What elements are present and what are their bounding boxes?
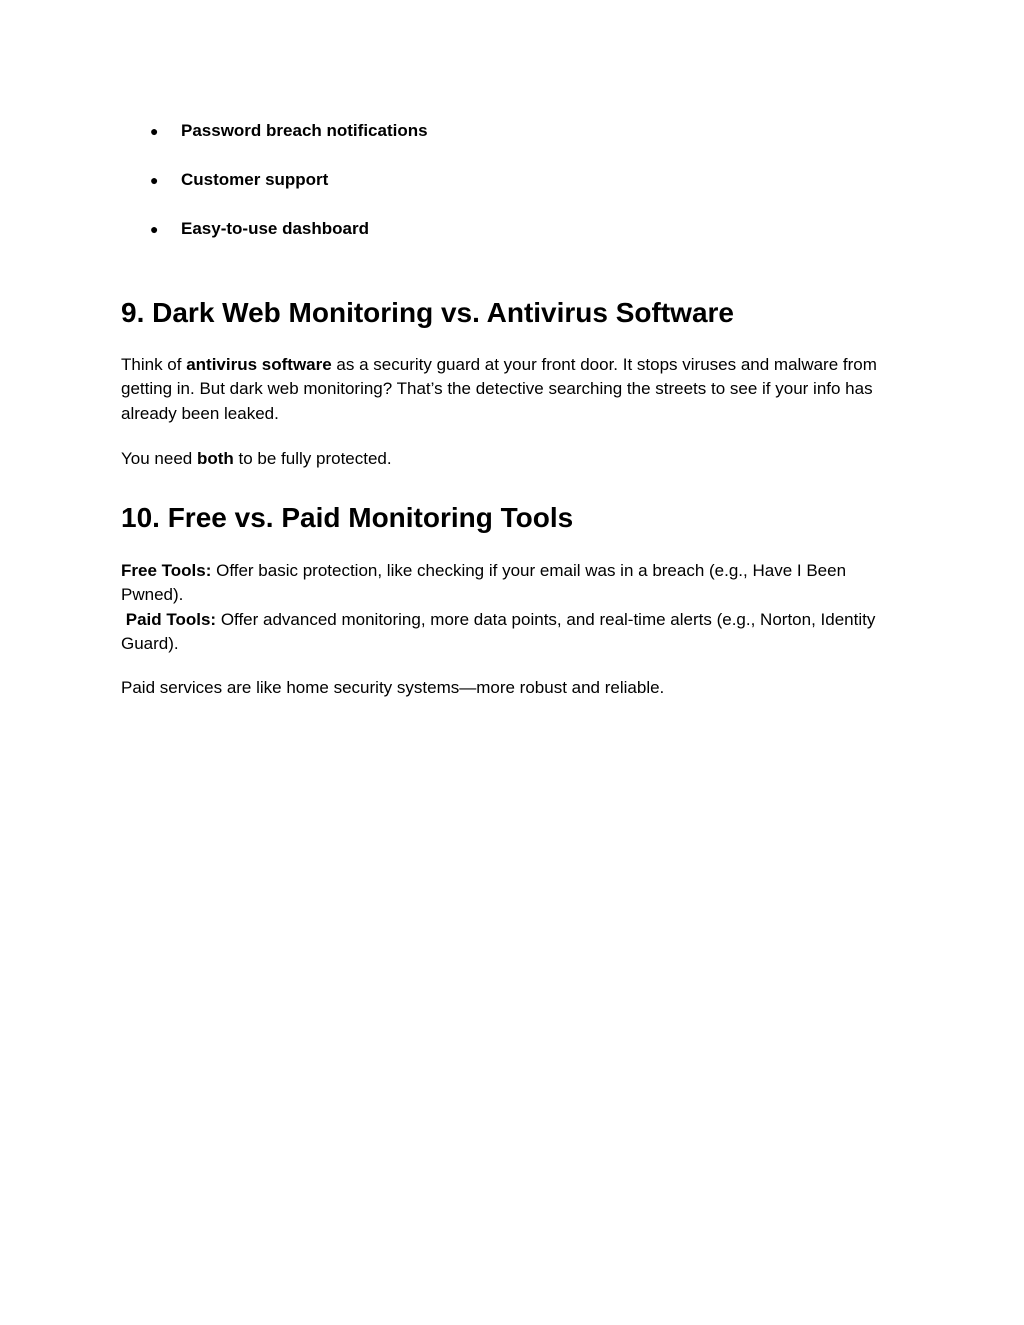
section-9-paragraph-1 (121, 353, 911, 426)
paid-tools-text: Offer advanced monitoring, more data points, and real-time alerts (e.g., Norton, Identity Guard). (121, 610, 876, 654)
list-item-text: Customer support (181, 170, 329, 189)
bullet-icon: ● (150, 172, 159, 188)
text-run: Think of (121, 355, 187, 374)
bold-text: both (196, 449, 234, 468)
text-run: You need (121, 449, 197, 468)
section-9-heading: 9. Dark Web Monitoring vs. Antivirus Software (121, 297, 734, 328)
paid-tools-paragraph (121, 608, 911, 657)
closing-paragraph: Paid services are like home security systems—more robust and reliable. (121, 678, 665, 697)
bold-text: antivirus software (186, 355, 332, 374)
bullet-icon: ● (150, 123, 159, 139)
text-run: as a security guard at your front door. It stops viruses and malware from getting in. But dark web monitoring? That’s the detective searching the streets to see if your info has already been leaked. (121, 355, 877, 423)
free-tools-paragraph (121, 559, 911, 608)
list-item-text: Easy-to-use dashboard (181, 219, 369, 238)
section-9-paragraph-2 (121, 447, 911, 471)
paid-tools-label: Paid Tools: (125, 610, 217, 629)
free-tools-label: Free Tools: (121, 561, 212, 580)
list-item-text: Password breach notifications (181, 121, 428, 140)
section-10-heading: 10. Free vs. Paid Monitoring Tools (121, 502, 574, 533)
bullet-icon: ● (150, 221, 159, 237)
free-tools-text: Offer basic protection, like checking if your email was in a breach (e.g., Have I Been Pwned). (121, 561, 847, 605)
text-run: to be fully protected. (233, 449, 392, 468)
